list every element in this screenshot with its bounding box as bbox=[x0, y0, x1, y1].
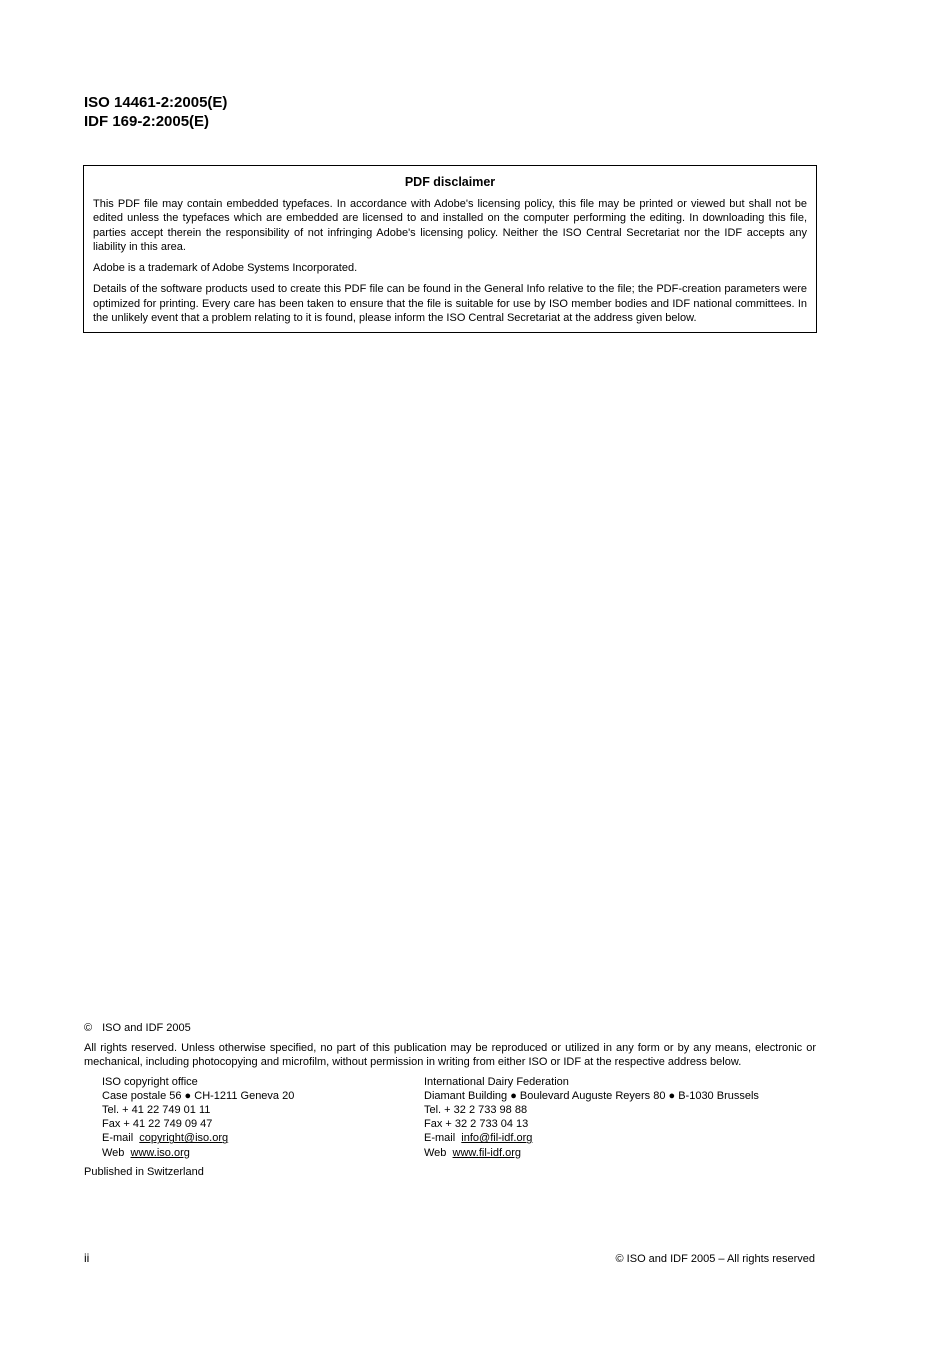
iso-web-link[interactable]: www.iso.org bbox=[130, 1146, 190, 1159]
iso-email-label: E-mail bbox=[102, 1132, 134, 1145]
idf-office-web-row bbox=[424, 1146, 759, 1160]
copyright-section bbox=[84, 1021, 816, 1179]
iso-office-address: Case postale 56 ● CH-1211 Geneva 20 bbox=[102, 1089, 295, 1102]
iso-office-name: ISO copyright office bbox=[102, 1075, 198, 1088]
idf-office-email-row bbox=[424, 1131, 759, 1145]
idf-web-label: Web bbox=[424, 1146, 447, 1159]
iso-office-tel: Tel. + 41 22 749 01 11 bbox=[102, 1104, 211, 1117]
iso-office-fax: Fax + 41 22 749 09 47 bbox=[102, 1118, 213, 1131]
pdf-disclaimer-box bbox=[83, 165, 817, 333]
document-identifier bbox=[84, 93, 227, 131]
idf-document-number: IDF 169-2:2005(E) bbox=[84, 113, 210, 130]
iso-contact-block bbox=[102, 1075, 294, 1160]
idf-office-name: International Dairy Federation bbox=[424, 1075, 569, 1088]
copyright-symbol: © bbox=[84, 1022, 93, 1034]
iso-office-web-row bbox=[102, 1146, 294, 1160]
idf-office-address: Diamant Building ● Boulevard Auguste Reyers 80 ● B-1030 Brussels bbox=[424, 1089, 759, 1102]
page-number: ii bbox=[84, 1251, 90, 1265]
copyright-holder: ISO and IDF 2005 bbox=[102, 1022, 191, 1034]
rights-statement: All rights reserved. Unless otherwise specified, no part of this publication may be reproduced or utilized in any form or by any means, electronic or mechanical, including photocopying and microfilm, without permission in writing from either ISO or IDF at the respective address below. bbox=[84, 1042, 816, 1069]
disclaimer-paragraph-typefaces: This PDF file may contain embedded typefaces. In accordance with Adobe's licensing policy, this file may be printed or viewed but shall not be edited unless the typefaces which are embedded are licensed to and installed on the computer performing the editing. In downloading this file, parties accept therein the responsibility of not infringing Adobe's licensing policy. Neither the ISO Central Secretariat nor the IDF accepts any liability in this area. bbox=[93, 198, 807, 253]
copyright-notice bbox=[84, 1021, 816, 1035]
contact-addresses bbox=[84, 1075, 816, 1161]
iso-web-label: Web bbox=[102, 1146, 125, 1159]
iso-office-email-row bbox=[102, 1131, 294, 1145]
idf-office-tel: Tel. + 32 2 733 98 88 bbox=[424, 1104, 528, 1117]
iso-document-number: ISO 14461-2:2005(E) bbox=[84, 94, 228, 111]
published-location: Published in Switzerland bbox=[84, 1165, 204, 1178]
idf-email-link[interactable]: info@fil-idf.org bbox=[461, 1132, 533, 1145]
footer-copyright: © ISO and IDF 2005 – All rights reserved bbox=[615, 1253, 815, 1265]
disclaimer-paragraph-details: Details of the software products used to create this PDF file can be found in the General Info relative to the file; the PDF-creation parameters were optimized for printing. Every care has been taken to ensure that the file is suitable for use by ISO member bodies and IDF national committees. In the unlikely event that a problem relating to it is found, please inform the ISO Central Secretariat at the address given below. bbox=[93, 283, 807, 325]
idf-email-label: E-mail bbox=[424, 1132, 456, 1145]
iso-email-link[interactable]: copyright@iso.org bbox=[139, 1132, 229, 1145]
disclaimer-title: PDF disclaimer bbox=[404, 175, 496, 189]
disclaimer-paragraph-trademark: Adobe is a trademark of Adobe Systems Incorporated. bbox=[93, 262, 358, 275]
idf-web-link[interactable]: www.fil-idf.org bbox=[452, 1146, 522, 1159]
idf-contact-block bbox=[424, 1075, 759, 1160]
idf-office-fax: Fax + 32 2 733 04 13 bbox=[424, 1118, 529, 1131]
